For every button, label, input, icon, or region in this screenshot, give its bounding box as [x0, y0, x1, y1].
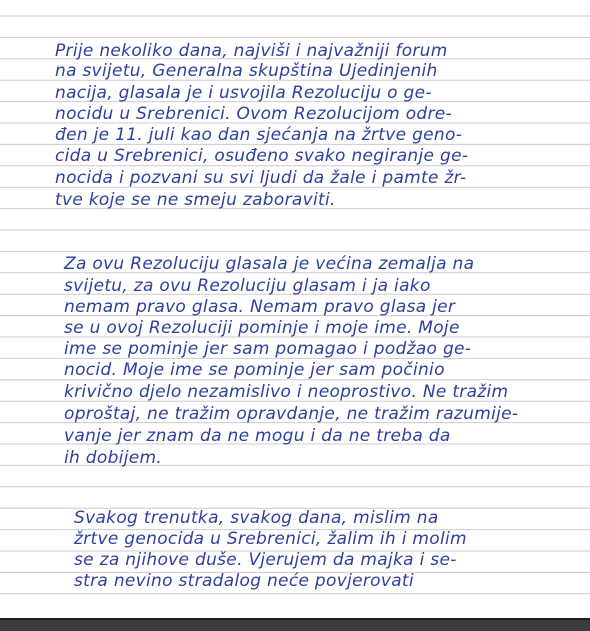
- paragraph-2-line-1: Za ovu Rezoluciju glasala je većina zemalja na: [64, 254, 475, 274]
- bottom-edge-bar: [0, 618, 590, 631]
- paragraph-2-line-8: oproštaj, ne tražim opravdanje, ne tražim razumije-: [64, 404, 519, 424]
- paragraph-1-line-8: tve koje se ne smeju zaboraviti.: [55, 190, 336, 210]
- paragraph-1-line-2: na svijetu, Generalna skupština Ujedinjenih: [55, 61, 438, 81]
- paragraph-2-line-6: nocid. Moje ime se pominje jer sam počinio: [64, 360, 445, 380]
- paragraph-3-line-2: žrtve genocida u Srebrenici, žalim ih i molim: [74, 529, 467, 549]
- paragraph-2-line-10: ih dobijem.: [64, 448, 163, 468]
- paragraph-1-line-3: nacija, glasala je i usvojila Rezoluciju o ge-: [55, 83, 432, 103]
- paragraph-2-line-2: svijetu, za ovu Rezoluciju glasam i ja iako: [64, 276, 431, 296]
- paragraph-1-line-5: đen je 11. juli kao dan sjećanja na žrtve geno-: [55, 125, 463, 145]
- paragraph-2-line-3: nemam pravo glasa. Nemam pravo glasa jer: [64, 297, 456, 317]
- paragraph-1-line-1: Prije nekoliko dana, najviši i najvažniji forum: [55, 41, 448, 61]
- paragraph-2-line-4: se u ovoj Rezoluciji pominje i moje ime. Moje: [64, 318, 460, 338]
- paragraph-1-line-7: nocida i pozvani su svi ljudi da žale i pamte žr-: [55, 168, 467, 188]
- paragraph-3-line-3: se za njihove duše. Vjerujem da majka i se-: [74, 550, 457, 570]
- paragraph-1-line-4: nocidu u Srebrenici. Ovom Rezolucijom odre-: [55, 104, 452, 124]
- paragraph-2-line-5: ime se pominje jer sam pomagao i podžao ge-: [64, 339, 472, 359]
- paragraph-3-line-1: Svakog trenutka, svakog dana, mislim na: [74, 508, 439, 528]
- paragraph-3-line-4: stra nevino stradalog neće povjerovati: [74, 571, 414, 591]
- paragraph-2-line-9: vanje jer znam da ne mogu i da ne treba da: [64, 426, 451, 446]
- paragraph-2-line-7: krivično djelo nezamislivo i neoprostivo. Ne tražim: [64, 382, 509, 402]
- paragraph-1-line-6: cida u Srebrenici, osuđeno svako negiranje ge-: [55, 146, 469, 166]
